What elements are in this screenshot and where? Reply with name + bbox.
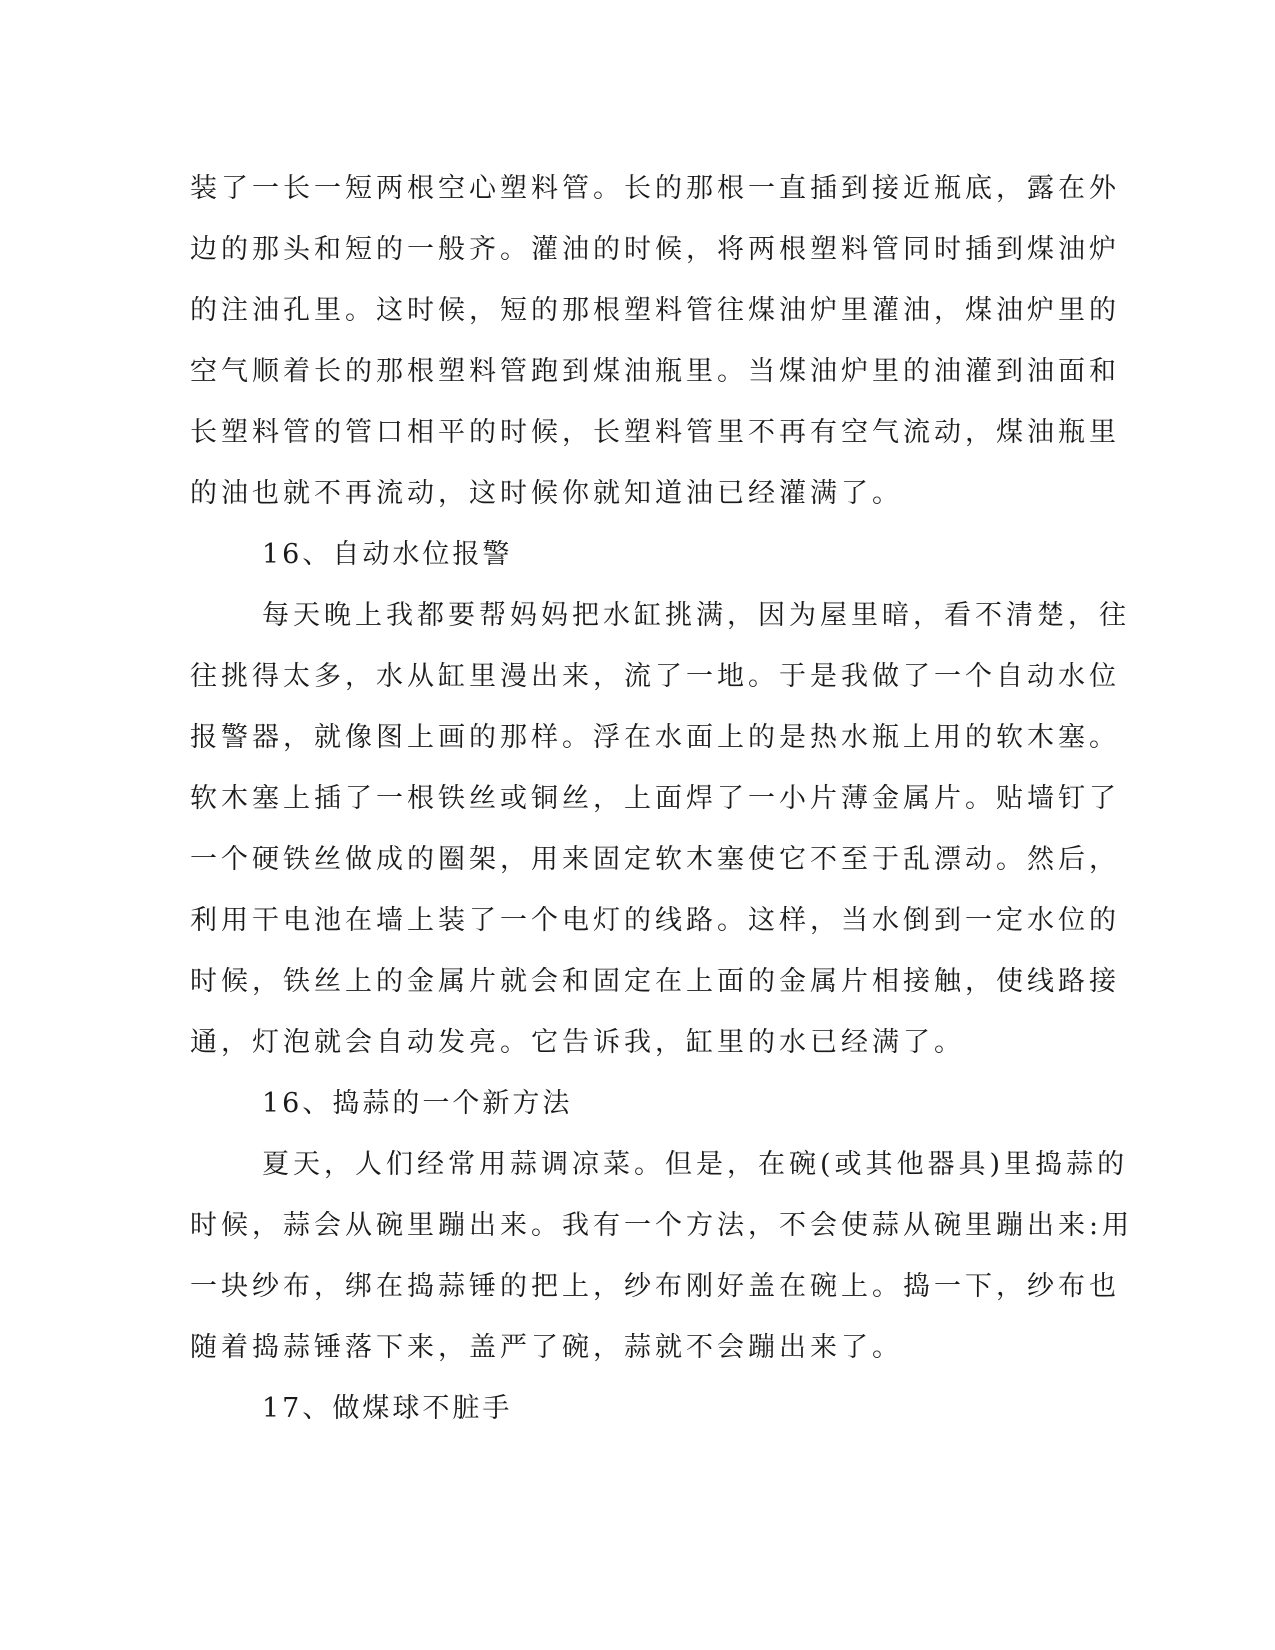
text-line: 的注油孔里。这时候，短的那根塑料管往煤油炉里灌油，煤油炉里的 [190,295,1120,326]
text-line: 通，灯泡就会自动发亮。它告诉我，缸里的水已经满了。 [190,1027,965,1058]
text-line: 每天晚上我都要帮妈妈把水缸挑满，因为屋里暗，看不清楚，往 [262,600,1130,631]
text-line: 空气顺着长的那根塑料管跑到煤油瓶里。当煤油炉里的油灌到油面和 [190,356,1120,387]
text-line: 报警器，就像图上画的那样。浮在水面上的是热水瓶上用的软木塞。 [190,722,1120,753]
text-line: 一个硬铁丝做成的圈架，用来固定软木塞使它不至于乱漂动。然后， [190,844,1120,875]
text-line: 装了一长一短两根空心塑料管。长的那根一直插到接近瓶底，露在外 [190,173,1120,204]
document-body [190,158,1134,1439]
text-line: 往挑得太多，水从缸里漫出来，流了一地。于是我做了一个自动水位 [190,661,1120,692]
section-heading: 16、自动水位报警 [262,539,513,570]
text-line: 时候，蒜会从碗里蹦出来。我有一个方法，不会使蒜从碗里蹦出来:用 [190,1210,1134,1241]
text-line: 软木塞上插了一根铁丝或铜丝，上面焊了一小片薄金属片。贴墙钉了 [190,783,1120,814]
section-heading: 17、做煤球不脏手 [262,1393,513,1424]
text-line: 一块纱布，绑在捣蒜锤的把上，纱布刚好盖在碗上。捣一下，纱布也 [190,1271,1120,1302]
section-heading: 16、捣蒜的一个新方法 [262,1088,573,1119]
text-line: 时候，铁丝上的金属片就会和固定在上面的金属片相接触，使线路接 [190,966,1120,997]
text-line: 夏天，人们经常用蒜调凉菜。但是，在碗(或其他器具)里捣蒜的 [262,1149,1129,1180]
text-line: 边的那头和短的一般齐。灌油的时候，将两根塑料管同时插到煤油炉 [190,234,1120,265]
text-line: 利用干电池在墙上装了一个电灯的线路。这样，当水倒到一定水位的 [190,905,1120,936]
text-line: 随着捣蒜锤落下来，盖严了碗，蒜就不会蹦出来了。 [190,1332,903,1363]
text-line: 长塑料管的管口相平的时候，长塑料管里不再有空气流动，煤油瓶里 [190,417,1120,448]
text-line: 的油也就不再流动，这时候你就知道油已经灌满了。 [190,478,903,509]
